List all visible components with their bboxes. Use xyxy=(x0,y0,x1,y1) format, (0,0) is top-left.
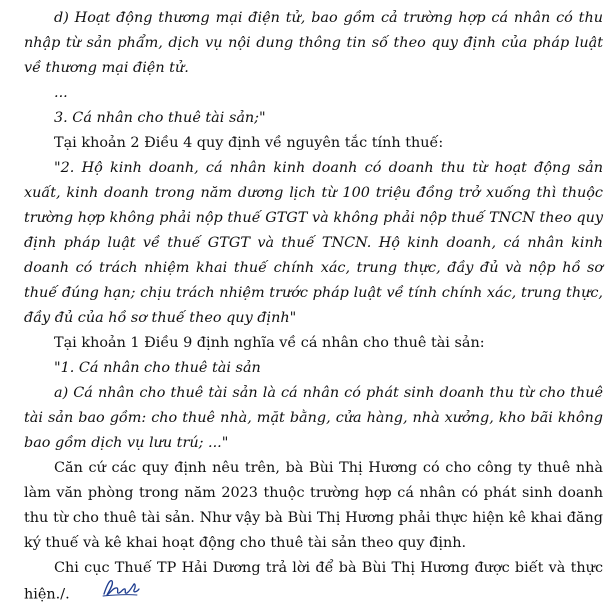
paragraph-ellipsis: ... xyxy=(54,85,68,101)
closing-text: Chi cục Thuế TP Hải Dương trả lời để bà Bùi Thị Hương được biết và thực hiện./. xyxy=(24,560,603,603)
paragraph-clause1-heading: "1. Cá nhân cho thuê tài sản xyxy=(54,360,261,376)
paragraph-rental-item: 3. Cá nhân cho thuê tài sản;" xyxy=(54,110,266,126)
paragraph-ecommerce: d) Hoạt động thương mại điện tử, bao gồm cả trường hợp cá nhân có thu nhập từ sản phẩm, dịch vụ nội dung thông tin số theo quy định của pháp luật về thương mại điện tử. xyxy=(24,10,603,76)
paragraph-clause1-intro: Tại khoản 1 Điều 9 định nghĩa về cá nhân cho thuê tài sản: xyxy=(54,335,485,351)
paragraph-clause2-intro: Tại khoản 2 Điều 4 quy định về nguyên tắc tính thuế: xyxy=(54,135,444,151)
handwritten-signature-icon xyxy=(71,575,141,608)
paragraph-closing xyxy=(24,556,603,608)
paragraph-clause2-quote: "2. Hộ kinh doanh, cá nhân kinh doanh có doanh thu từ hoạt động sản xuất, kinh doanh trong năm dương lịch từ 100 triệu đồng trở xuống thì thuộc trường hợp không phải nộp thuế GTGT và không phải nộp thuế TNCN theo quy định pháp luật về thuế GTGT và thuế TNCN. Hộ kinh doanh, cá nhân kinh doanh có trách nhiệm khai thuế chính xác, trung thực, đầy đủ và nộp hồ sơ thuế đúng hạn; chịu trách nhiệm trước pháp luật về tính chính xác, trung thực, đầy đủ của hồ sơ thuế theo quy định" xyxy=(24,160,603,326)
paragraph-conclusion: Căn cứ các quy định nêu trên, bà Bùi Thị Hương có cho công ty thuê nhà làm văn phòng trong năm 2023 thuộc trường hợp cá nhân có phát sinh doanh thu từ cho thuê tài sản. Như vậy bà Bùi Thị Hương phải thực hiện kê khai đăng ký thuế và kê khai hoạt động cho thuê tài sản theo quy định. xyxy=(24,460,603,551)
paragraph-clause1-definition: a) Cá nhân cho thuê tài sản là cá nhân có phát sinh doanh thu từ cho thuê tài sản bao gồm: cho thuê nhà, mặt bằng, cửa hàng, nhà xưởng, kho bãi không bao gồm dịch vụ lưu trú; ..." xyxy=(24,385,603,451)
